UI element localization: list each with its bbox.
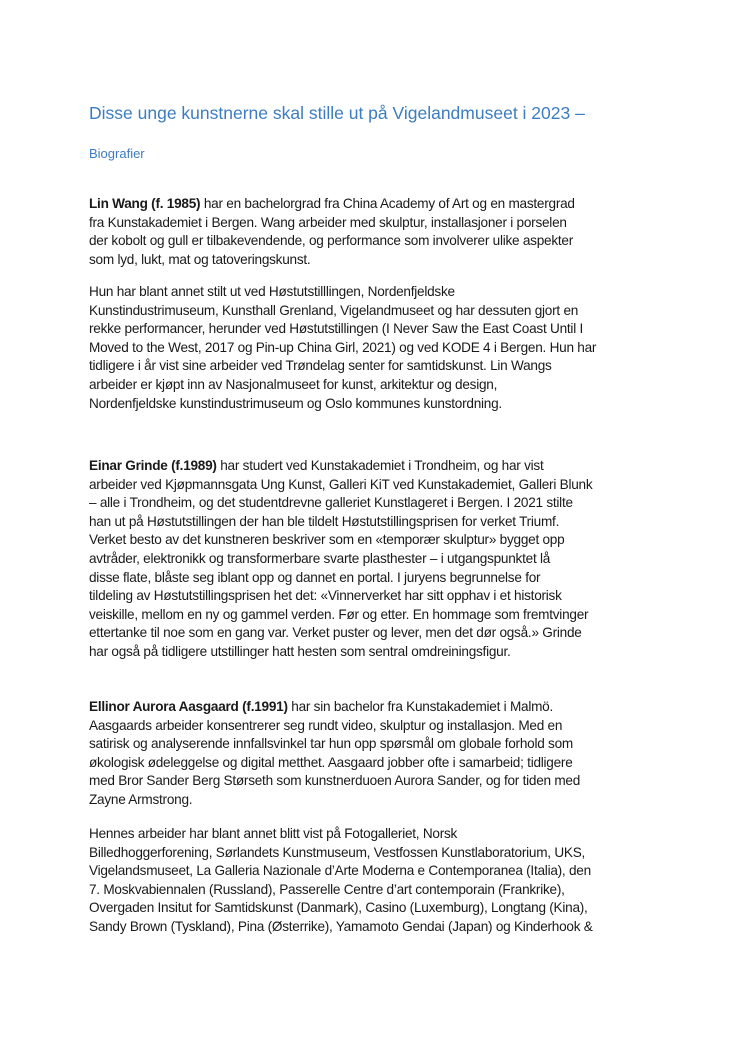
text-line: satirisk og analyserende innfallsvinkel tar hun opp spørsmål om globale forhold som <box>89 736 573 752</box>
text-line: Sandy Brown (Tyskland), Pina (Østerrike), Yamamoto Gendai (Japan) og Kinderhook & <box>89 918 593 934</box>
artist-name: Lin Wang (f. 1985) <box>89 196 201 211</box>
ellinor-aasgaard-exhibitions <box>89 825 664 937</box>
text-line: økologisk ødeleggelse og digital metthet. Aasgaard jobber ofte i samarbeid; tidligere <box>89 754 573 770</box>
text-line: Nordenfjeldske kunstindustrimuseum og Oslo kommunes kunstordning. <box>89 395 502 411</box>
text-line: tildeling av Høstutstillingsprisen het det: «Vinnerverket har sitt opphav i et historisk <box>89 588 562 604</box>
text-line: som lyd, lukt, mat og tatoveringskunst. <box>89 251 311 267</box>
text-line: Aasgaards arbeider konsentrerer seg rundt video, skulptur og installasjon. Med en <box>89 717 563 733</box>
text-line: han ut på Høstutstillingen der han ble tildelt Høstutstillingsprisen for verket Triumf. <box>89 513 560 529</box>
text-line: Zayne Armstrong. <box>89 791 193 807</box>
text-line: veiskille, mellom en ny og gammel verden. Før og etter. En hommage som fremtvinger <box>89 606 589 622</box>
text-line: Billedhoggerforening, Sørlandets Kunstmuseum, Vestfossen Kunstlaboratorium, UKS, <box>89 844 586 860</box>
ellinor-aasgaard-bio <box>89 698 664 810</box>
text-line <box>89 195 664 214</box>
lin-wang-bio <box>89 195 664 269</box>
page-title: Disse unge kunstnerne skal stille ut på Vigelandmuseet i 2023 – <box>89 103 585 123</box>
text-line: 7. Moskvabiennalen (Russland), Passerelle Centre d’art contemporain (Frankrike), <box>89 881 565 897</box>
line-text: har en bachelorgrad fra China Academy of Art og en mastergrad <box>200 196 575 211</box>
line-text: har sin bachelor fra Kunstakademiet i Malmö. <box>287 699 554 714</box>
text-line: Overgaden Insitut for Samtidskunst (Danmark), Casino (Luxemburg), Longtang (Kina), <box>89 900 588 916</box>
text-line: arbeider ved Kjøpmannsgata Ung Kunst, Galleri KiT ved Kunstakademiet, Galleri Blunk <box>89 476 593 492</box>
text-line <box>89 698 664 717</box>
text-line <box>89 457 664 476</box>
text-line: Moved to the West, 2017 og Pin-up China Girl, 2021) og ved KODE 4 i Bergen. Hun har <box>89 339 597 355</box>
text-line: fra Kunstakademiet i Bergen. Wang arbeider med skulptur, installasjoner i porselen <box>89 214 567 230</box>
einar-grinde-bio <box>89 457 664 662</box>
text-line: Vigelandsmuseet, La Galleria Nazionale d’Arte Moderna e Contemporanea (Italia), den <box>89 863 591 879</box>
text-line: Hun har blant annet stilt ut ved Høstutstilllingen, Nordenfjeldske <box>89 284 455 299</box>
text-line: med Bror Sander Berg Størseth som kunstnerduoen Aurora Sander, og for tiden med <box>89 773 581 789</box>
lin-wang-exhibitions <box>89 283 664 413</box>
text-line: der kobolt og gull er tilbakevendende, og performance som involverer ulike aspekter <box>89 233 574 249</box>
section-subtitle: Biografier <box>89 146 145 161</box>
text-line: har også på tidligere utstillinger hatt hesten som sentral omdreiningsfigur. <box>89 643 511 659</box>
text-line: ettertanke til noe som en gang var. Verket puster og lever, men det dør også.» Grinde <box>89 625 582 641</box>
artist-name: Einar Grinde (f.1989) <box>89 458 217 473</box>
artist-name: Ellinor Aurora Aasgaard (f.1991) <box>89 699 288 714</box>
text-line: arbeider er kjøpt inn av Nasjonalmuseet for kunst, arkitektur og design, <box>89 376 498 392</box>
line-text: har studert ved Kunstakademiet i Trondheim, og har vist <box>216 458 544 473</box>
text-line: avtråder, elektronikk og transformerbare svarte plasthester – i utgangspunktet lå <box>89 550 551 566</box>
text-line: Verket besto av det kunstneren beskriver som en «temporær skulptur» bygget opp <box>89 532 565 548</box>
text-line: – alle i Trondheim, og det studentdrevne galleriet Kunstlageret i Bergen. I 2021 stilte <box>89 495 573 511</box>
text-line: Kunstindustrimuseum, Kunsthall Grenland, Vigelandmuseet og har dessuten gjort en <box>89 302 579 318</box>
text-line: Hennes arbeider har blant annet blitt vist på Fotogalleriet, Norsk <box>89 826 458 841</box>
text-line: rekke performancer, herunder ved Høstutstillingen (I Never Saw the East Coast Until I <box>89 321 584 337</box>
text-line: tidligere i år vist sine arbeider ved Trøndelag senter for samtidskunst. Lin Wangs <box>89 358 552 374</box>
text-line: disse flate, blåste seg iblant opp og dannet en portal. I juryens begrunnelse for <box>89 569 541 585</box>
